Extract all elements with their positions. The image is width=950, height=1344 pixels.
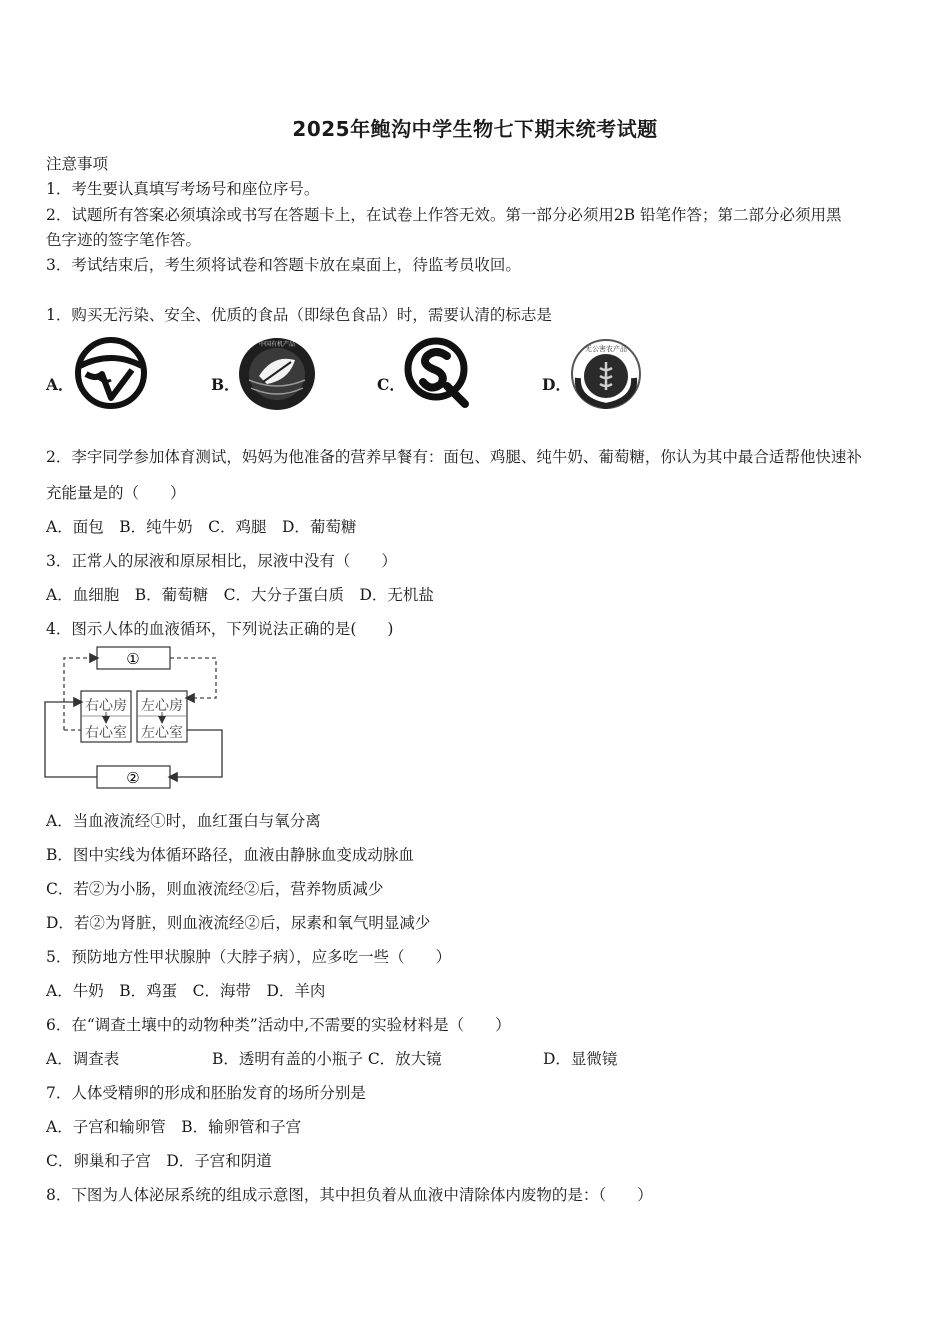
organic-product-logo-icon xyxy=(237,336,317,412)
notice-item: 2．试题所有答案必须填涂或书写在答题卡上，在试卷上作答无效。第一部分必须用2B 铅笔作答；第二部分必须用黑 xyxy=(46,206,842,224)
notice-item: 1．考生要认真填写考场号和座位序号。 xyxy=(46,180,320,198)
blood-circulation-diagram xyxy=(40,642,230,792)
right-ventricle-label: 右心室 xyxy=(85,725,127,741)
q2-stem-line2: 充能量是的（ ） xyxy=(46,484,186,502)
q6-option-d: D．显微镜 xyxy=(543,1050,618,1068)
q1-option-a-label: A． xyxy=(46,375,74,394)
pollution-free-logo-text: 无公害农产品 xyxy=(585,345,627,353)
pollution-free-logo-icon xyxy=(570,338,642,410)
q7-options-row1: A．子宫和输卵管 B．输卵管和子宫 xyxy=(46,1118,302,1136)
q2-stem-line1: 2．李宇同学参加体育测试，妈妈为他准备的营养早餐有：面包、鸡腿、纯牛奶、葡萄糖，你认为其中最合适帮他快速补 xyxy=(46,448,862,466)
q4-option-a: A．当血液流经①时，血红蛋白与氧分离 xyxy=(46,812,321,830)
organic-logo-text: 中国有机产品 xyxy=(258,341,296,348)
right-atrium-label: 右心房 xyxy=(85,698,127,714)
q5-options: A．牛奶 B．鸡蛋 C．海带 D．羊肉 xyxy=(46,982,326,1000)
q1-option-c-label: C． xyxy=(377,375,405,394)
q1-option-b-label: B． xyxy=(211,375,240,394)
box1-label: ① xyxy=(126,650,140,668)
q4-stem: 4．图示人体的血液循环，下列说法正确的是( ) xyxy=(46,620,394,638)
q6-stem: 6．在“调查土壤中的动物种类”活动中,不需要的实验材料是（ ） xyxy=(46,1016,511,1034)
left-ventricle-label: 左心室 xyxy=(141,725,183,741)
q6-option-bc: B．透明有盖的小瓶子 C．放大镜 xyxy=(212,1050,442,1068)
q6-option-a: A．调查表 xyxy=(46,1050,120,1068)
q1-option-d-label: D． xyxy=(542,375,571,394)
q4-option-d: D．若②为肾脏，则血液流经②后，尿素和氧气明显减少 xyxy=(46,914,431,932)
box2-label: ② xyxy=(126,769,140,787)
q4-option-c: C．若②为小肠，则血液流经②后，营养物质减少 xyxy=(46,880,384,898)
notice-item: 色字迹的签字笔作答。 xyxy=(46,231,202,249)
q2-options: A．面包 B．纯牛奶 C．鸡腿 D．葡萄糖 xyxy=(46,518,357,536)
q3-options: A．血细胞 B．葡萄糖 C．大分子蛋白质 D．无机盐 xyxy=(46,586,434,604)
q3-stem: 3．正常人的尿液和原尿相比，尿液中没有（ ） xyxy=(46,552,397,570)
left-atrium-label: 左心房 xyxy=(141,698,183,714)
q7-stem: 7．人体受精卵的形成和胚胎发育的场所分别是 xyxy=(46,1084,366,1102)
qs-mark-logo-icon xyxy=(403,334,471,408)
q1-stem: 1．购买无污染、安全、优质的食品（即绿色食品）时，需要认清的标志是 xyxy=(46,306,552,324)
page-title: 2025年鲍沟中学生物七下期末统考试题 xyxy=(292,117,658,141)
q7-options-row2: C．卵巢和子宫 D．子宫和阴道 xyxy=(46,1152,272,1170)
notice-heading: 注意事项 xyxy=(46,155,109,173)
q4-option-b: B．图中实线为体循环路径，血液由静脉血变成动脉血 xyxy=(46,846,414,864)
q8-stem: 8．下图为人体泌尿系统的组成示意图，其中担负着从血液中清除体内废物的是：（ ） xyxy=(46,1186,653,1204)
notice-item: 3．考试结束后，考生须将试卷和答题卡放在桌面上，待监考员收回。 xyxy=(46,256,521,274)
q5-stem: 5．预防地方性甲状腺肿（大脖子病），应多吃一些（ ） xyxy=(46,948,452,966)
green-food-logo-icon xyxy=(74,336,148,410)
